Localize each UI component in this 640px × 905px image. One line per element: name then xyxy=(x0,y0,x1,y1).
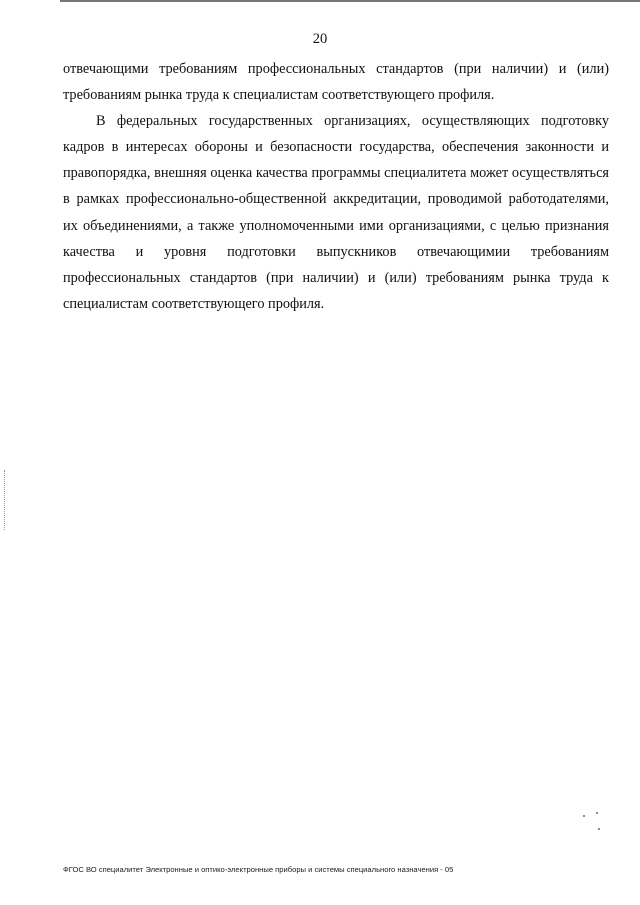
top-border-line xyxy=(60,0,640,2)
scan-margin-mark xyxy=(4,470,6,530)
document-footer: ФГОС ВО специалитет Электронные и оптико-электронные приборы и системы специального назначения - 05 xyxy=(63,865,454,874)
scan-speck xyxy=(596,812,598,814)
scan-speck xyxy=(583,815,585,817)
paragraph-main: В федеральных государственных организациях, осуществляющих подготовку кадров в интересах обороны и безопасности государства, обеспечения законности и правопорядка, внешняя оценка качества программы специалитета может осуществляться в рамках профессионально-общественной аккредитации, проводимой работодателями, их объединениями, а также уполномоченными ими организациями, с целью признания качества и уровня подготовки выпускников отвечающимии требованиям профессиональных стандартов (при наличии) и (или) требованиям рынка труда к специалистам соответствующего профиля. xyxy=(63,113,609,312)
page-number: 20 xyxy=(312,31,328,47)
scan-speck xyxy=(598,828,600,830)
document-body xyxy=(63,56,609,317)
paragraph-continuation: отвечающими требованиям профессиональных стандартов (при наличии) и (или) требованиям рынка труда к специалистам соответствующего профиля. xyxy=(63,61,609,104)
